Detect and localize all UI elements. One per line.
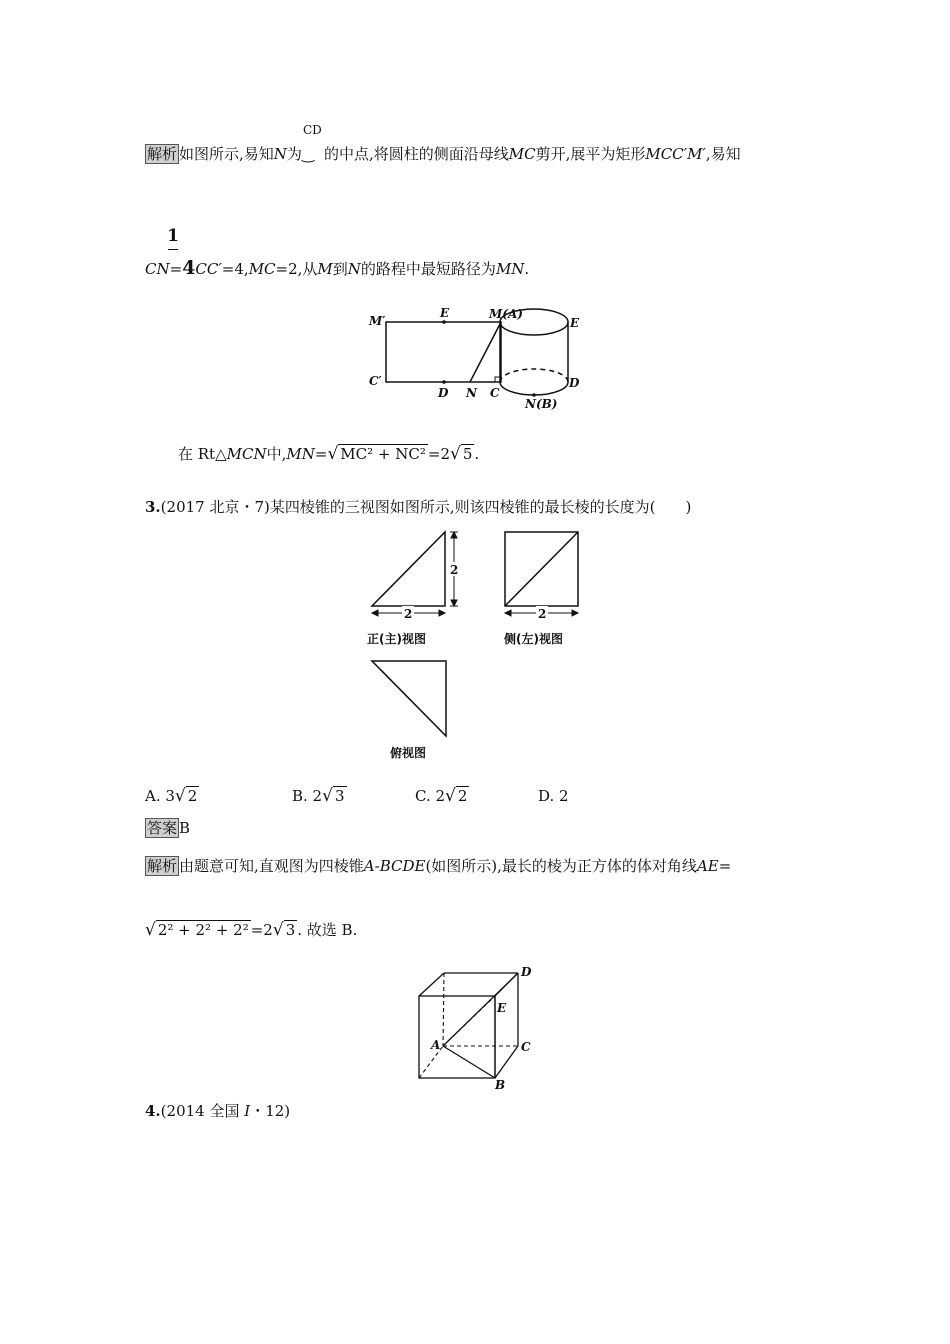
radical: √ 3 — [272, 920, 296, 940]
label-e-top: E — [440, 306, 450, 320]
edge-ab — [443, 1046, 495, 1078]
label-b: B — [495, 1078, 506, 1092]
analysis-paragraph-4: 解析 由题意可知,直观图为四棱锥A-BCDE(如图所示),最长的棱为正方体的体对角线AE= — [147, 857, 732, 875]
cube-figure — [405, 963, 550, 1093]
cylinder-bottom-back — [500, 369, 568, 382]
label-c: C — [490, 386, 500, 400]
side-view-caption: 侧(左)视图 — [504, 632, 563, 646]
radical: √ 5 — [450, 444, 473, 464]
dim-front-label: 2 — [404, 607, 413, 621]
top-view-caption: 俯视图 — [390, 746, 427, 760]
option-b[interactable]: B. 2√ 3 — [292, 786, 345, 806]
analysis-paragraph-1: 解析 如图所示,易知N为 CD ‿ 的中点,将圆柱的侧面沿母线MC剪开,展平为矩形MCC′M′,易知 — [147, 123, 741, 163]
option-a[interactable]: A. 3√ 2 — [145, 786, 198, 806]
analysis-paragraph-5: √ 2² + 2² + 2² =2√ 3 . 故选 B. — [145, 920, 358, 940]
cylinder-unfold-figure — [360, 300, 600, 415]
label-e: E — [497, 1001, 507, 1015]
analysis-tag: 解析 — [147, 857, 178, 875]
label-c: C — [521, 1040, 531, 1054]
fraction: 1 — [167, 226, 179, 246]
answer-tag: 答案 — [147, 819, 178, 837]
fraction-bar — [168, 249, 178, 250]
option-d[interactable]: D. 2 — [538, 787, 569, 805]
answer-line — [145, 818, 190, 838]
dim-side-label: 2 — [538, 607, 547, 621]
radical: √ MC² + NC² — [327, 444, 426, 464]
analysis-paragraph-3: 在 Rt△MCN中,MN=√ MC² + NC² =2√ 5 . — [178, 444, 480, 464]
question-4: 4.(2014 全国 Ⅰ・12) — [145, 1102, 291, 1120]
dim-height-label: 2 — [450, 563, 459, 577]
cube-front-face — [419, 996, 495, 1078]
top-view — [372, 661, 446, 736]
label-n-b: N(B) — [525, 397, 558, 411]
option-c[interactable]: C. 2√ 2 — [415, 786, 468, 806]
label-e-right: E — [570, 316, 580, 330]
segment-mn — [470, 322, 501, 382]
radical: √ 2² + 2² + 2² — [145, 920, 249, 940]
label-c-prime: C′ — [369, 374, 382, 388]
label-m-a: M(A) — [489, 307, 523, 321]
cylinder-bottom-front — [500, 382, 568, 395]
label-m-prime: M′ — [369, 314, 386, 328]
front-view-caption: 正(主)视图 — [367, 632, 426, 646]
label-d: D — [521, 965, 532, 979]
front-view — [372, 532, 445, 606]
label-d-right: D — [569, 376, 580, 390]
label-n: N — [466, 386, 477, 400]
label-d-bottom: D — [438, 386, 449, 400]
question-3 — [145, 497, 691, 517]
rectangle-mcc — [386, 322, 501, 382]
question-number: 4. — [145, 1102, 161, 1120]
question-number: 3. — [145, 498, 161, 516]
arc-symbol: CD ‿ — [301, 123, 322, 163]
analysis-tag: 解析 — [147, 145, 178, 163]
analysis-paragraph-2: CN=4CC′=4,MC=2,从M到N的路程中最短路径为MN. — [145, 257, 530, 279]
answer-value: B — [179, 819, 191, 837]
label-a: A — [431, 1038, 441, 1052]
question-text: (2017 北京・7)某四棱锥的三视图如图所示,则该四棱锥的最长棱的长度为( ) — [160, 498, 692, 516]
